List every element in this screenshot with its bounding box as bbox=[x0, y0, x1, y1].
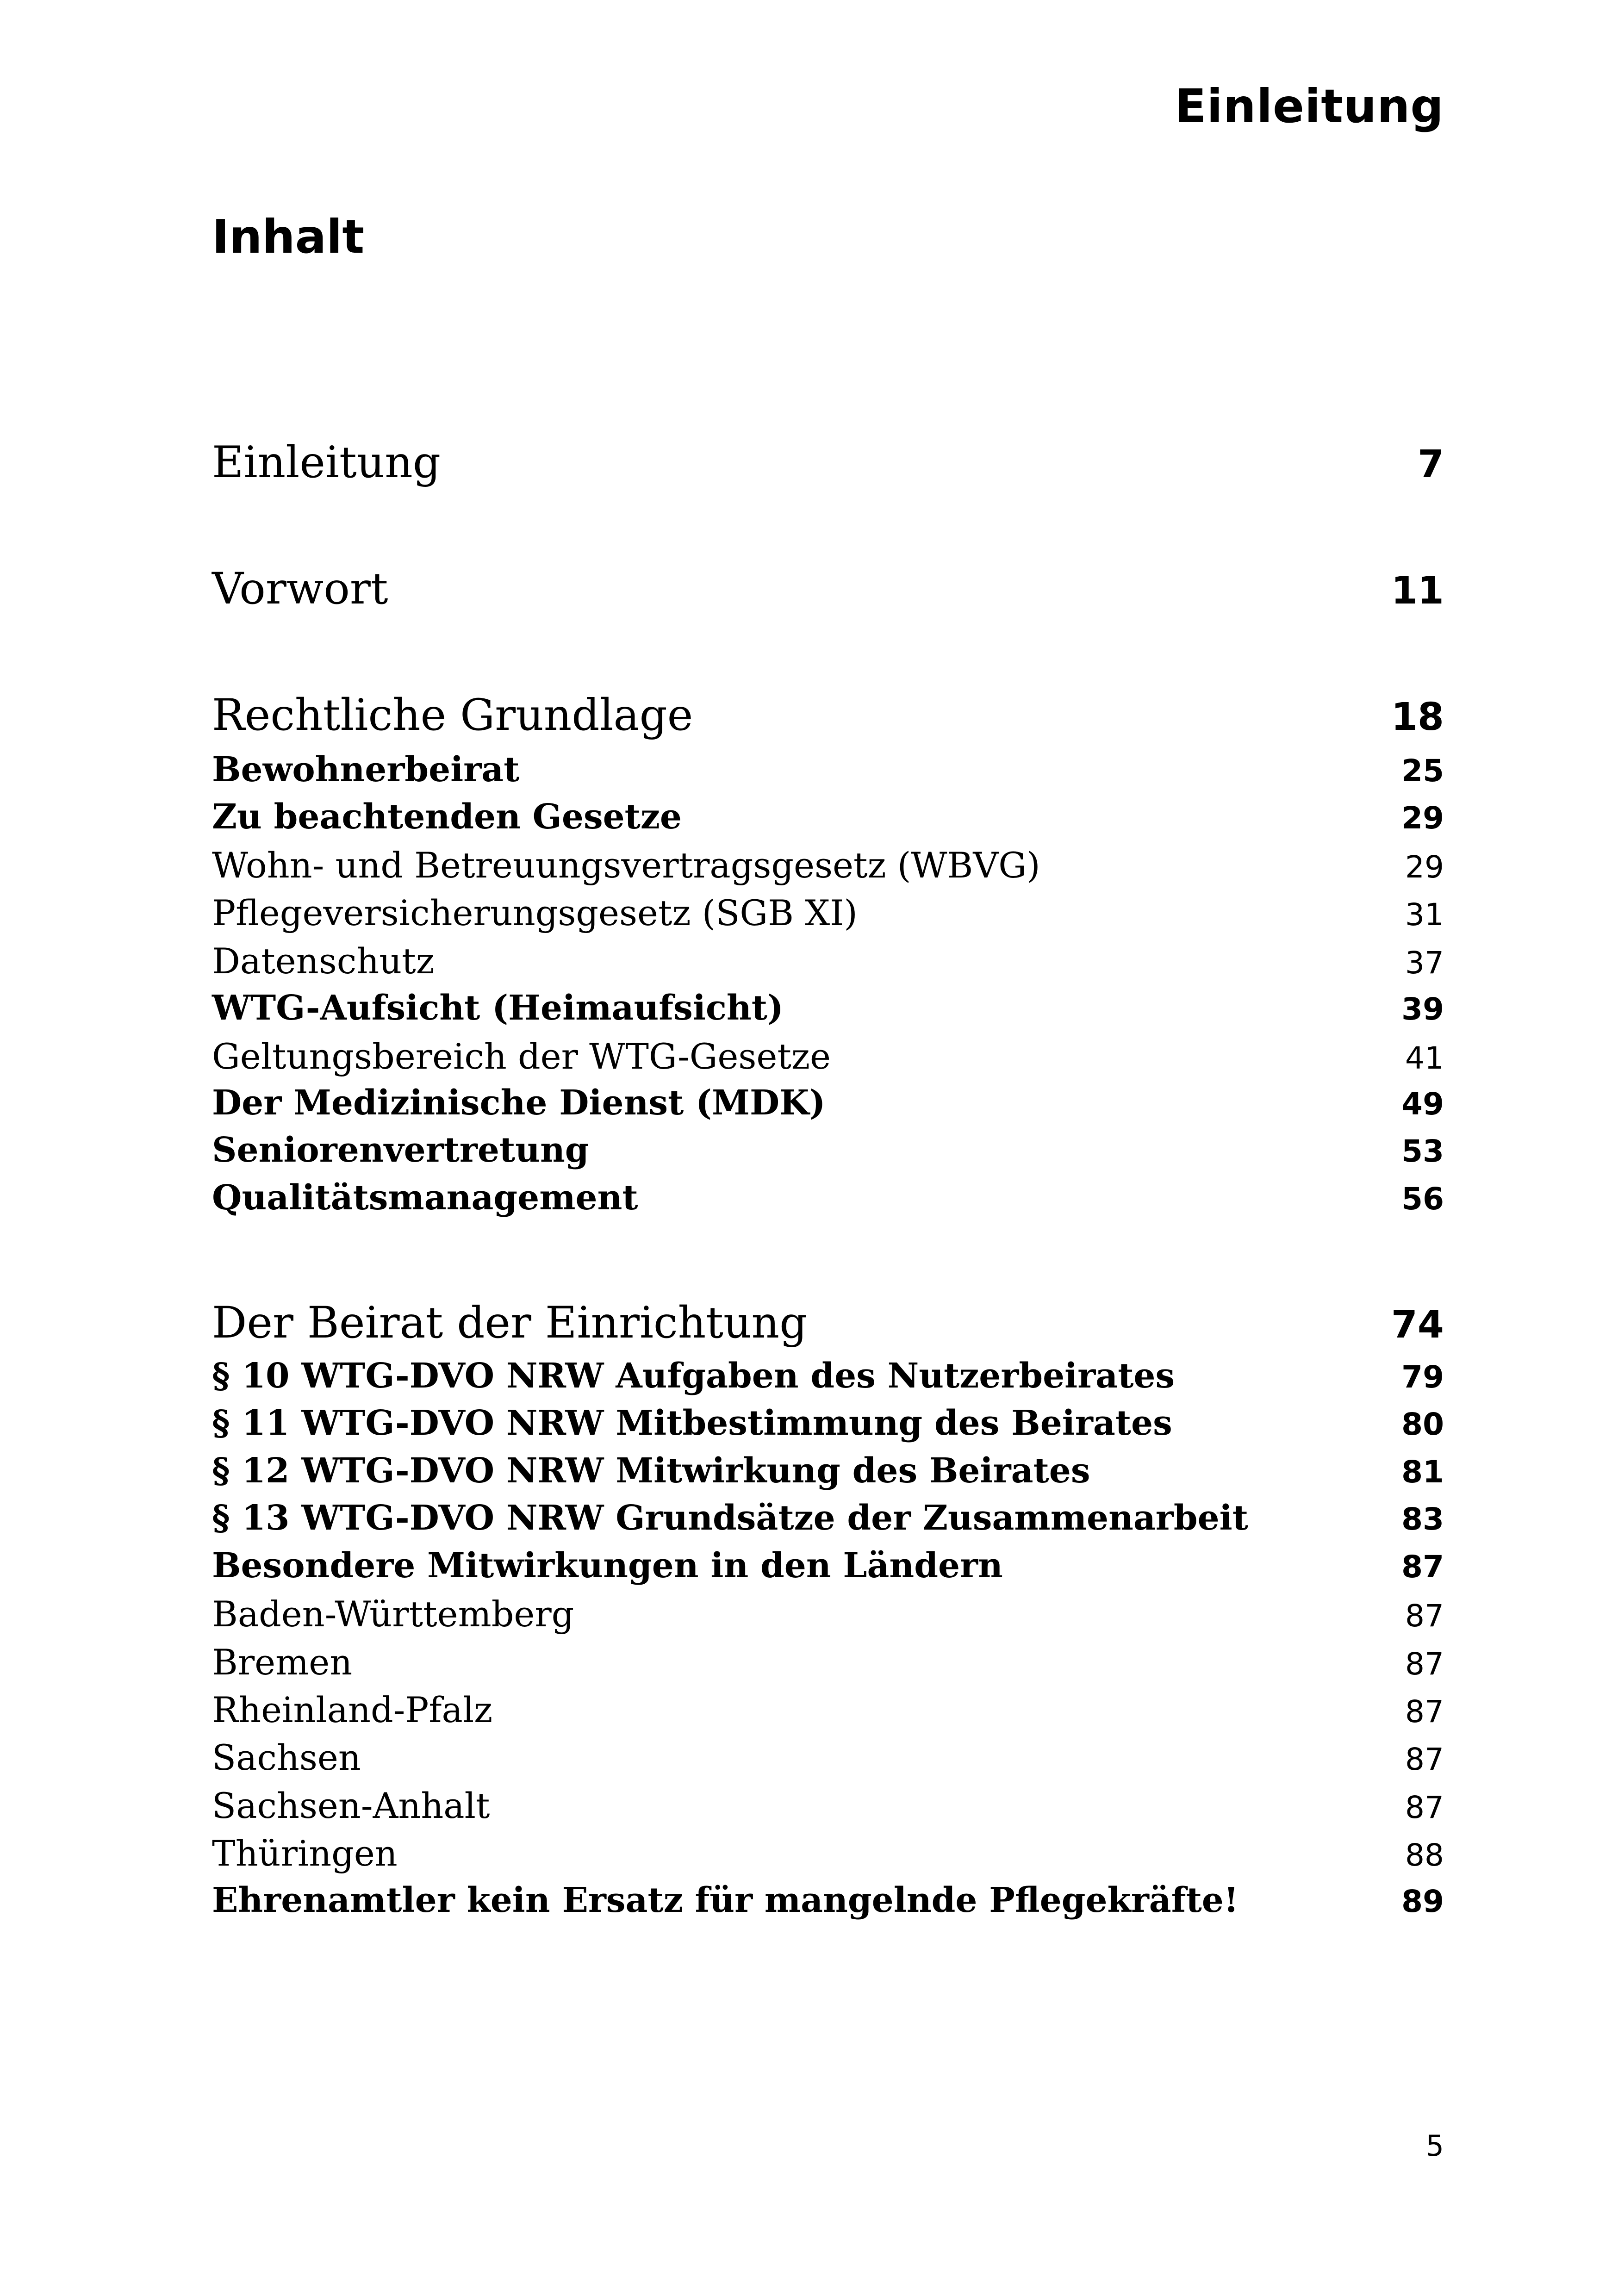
toc-entry bbox=[212, 1356, 1444, 1396]
toc-entry-title: § 10 WTG-DVO NRW Aufgaben des Nutzerbeirates bbox=[212, 1356, 1175, 1396]
toc-entry-page: 18 bbox=[1391, 695, 1444, 739]
toc-entry-page: 49 bbox=[1401, 1086, 1444, 1122]
toc-entry-page: 29 bbox=[1401, 800, 1444, 836]
toc-entry-page: 11 bbox=[1391, 569, 1444, 613]
toc-entry bbox=[212, 1036, 1444, 1077]
toc-entry-title: Der Beirat der Einrichtung bbox=[212, 1298, 808, 1348]
toc-entry-title: Rechtliche Grundlage bbox=[212, 690, 693, 740]
toc-entry bbox=[212, 1689, 1444, 1730]
toc-entry-page: 53 bbox=[1401, 1133, 1444, 1169]
toc-entry-page: 89 bbox=[1401, 1884, 1444, 1919]
toc-entry-title: Ehrenamtler kein Ersatz für mangelnde Pflegekräfte! bbox=[212, 1880, 1239, 1920]
toc-entry-page: 41 bbox=[1405, 1040, 1444, 1076]
toc-entry-page: 74 bbox=[1391, 1303, 1444, 1347]
toc-entry bbox=[212, 1498, 1444, 1538]
toc-entry-title: Seniorenvertretung bbox=[212, 1130, 589, 1170]
toc-entry-page: 7 bbox=[1417, 442, 1444, 486]
toc-entry-title: Vorwort bbox=[212, 564, 388, 614]
toc-entry-page: 37 bbox=[1405, 945, 1444, 981]
toc-entry bbox=[212, 564, 1444, 614]
toc-entry-title: Sachsen bbox=[212, 1737, 361, 1778]
toc-entry bbox=[212, 988, 1444, 1028]
toc-entry-page: 80 bbox=[1401, 1406, 1444, 1442]
toc-entry-title: Bewohnerbeirat bbox=[212, 750, 520, 790]
toc-entry-title: Geltungsbereich der WTG-Gesetze bbox=[212, 1036, 831, 1077]
toc-entry bbox=[212, 1083, 1444, 1123]
toc-entry bbox=[212, 1785, 1444, 1826]
toc-entry bbox=[212, 797, 1444, 837]
toc-entry-title: Baden-Württemberg bbox=[212, 1593, 574, 1635]
toc-entry-title: § 12 WTG-DVO NRW Mitwirkung des Beirates bbox=[212, 1451, 1090, 1491]
toc-entry bbox=[212, 1298, 1444, 1348]
running-header: Einleitung bbox=[1175, 79, 1444, 133]
toc-entry-page: 87 bbox=[1405, 1646, 1444, 1682]
toc-entry bbox=[212, 1737, 1444, 1778]
toc-entry-page: 87 bbox=[1405, 1598, 1444, 1634]
toc-entry bbox=[212, 1593, 1444, 1635]
toc-entry bbox=[212, 845, 1444, 886]
toc-entry-page: 87 bbox=[1405, 1694, 1444, 1730]
toc-entry-title: Qualitätsmanagement bbox=[212, 1178, 638, 1218]
toc-entry bbox=[212, 1130, 1444, 1170]
toc-entry-title: Zu beachtenden Gesetze bbox=[212, 797, 682, 837]
toc-entry bbox=[212, 1880, 1444, 1920]
toc-entry bbox=[212, 690, 1444, 740]
toc-entry-page: 87 bbox=[1401, 1549, 1444, 1585]
toc-entry-page: 29 bbox=[1405, 849, 1444, 885]
toc-entry-title: Wohn- und Betreuungsvertragsgesetz (WBVG) bbox=[212, 845, 1040, 886]
toc-entry bbox=[212, 1178, 1444, 1218]
toc-entry-page: 56 bbox=[1401, 1181, 1444, 1217]
toc-entry-page: 31 bbox=[1405, 897, 1444, 933]
toc-entry-page: 83 bbox=[1401, 1501, 1444, 1537]
toc-entry bbox=[212, 1642, 1444, 1683]
toc-heading: Inhalt bbox=[212, 210, 365, 264]
toc-entry bbox=[212, 1403, 1444, 1443]
toc-entry-title: Sachsen-Anhalt bbox=[212, 1785, 490, 1826]
toc-entry-title: Besondere Mitwirkungen in den Ländern bbox=[212, 1546, 1003, 1586]
toc-entry bbox=[212, 892, 1444, 933]
toc-entry-page: 81 bbox=[1401, 1454, 1444, 1490]
toc-entry-title: WTG-Aufsicht (Heimaufsicht) bbox=[212, 988, 784, 1028]
toc-entry-title: § 11 WTG-DVO NRW Mitbestimmung des Beirates bbox=[212, 1403, 1172, 1443]
toc-entry bbox=[212, 1833, 1444, 1874]
toc-entry bbox=[212, 940, 1444, 982]
toc-entry-page: 25 bbox=[1401, 753, 1444, 789]
toc-entry-title: Rheinland-Pfalz bbox=[212, 1689, 493, 1730]
toc-entry-page: 87 bbox=[1405, 1742, 1444, 1777]
toc-entry bbox=[212, 750, 1444, 790]
toc-entry-title: Der Medizinische Dienst (MDK) bbox=[212, 1083, 826, 1123]
page-number: 5 bbox=[1425, 2129, 1444, 2163]
toc-entry-title: Einleitung bbox=[212, 437, 441, 488]
toc-entry-title: Bremen bbox=[212, 1642, 353, 1683]
toc-entry bbox=[212, 1451, 1444, 1491]
toc-entry-page: 39 bbox=[1401, 991, 1444, 1027]
toc-entry-page: 79 bbox=[1401, 1359, 1444, 1395]
toc-entry-title: Datenschutz bbox=[212, 940, 435, 982]
toc-entry-title: § 13 WTG-DVO NRW Grundsätze der Zusammenarbeit bbox=[212, 1498, 1248, 1538]
toc-entry-title: Thüringen bbox=[212, 1833, 398, 1874]
toc-entry-title: Pflegeversicherungsgesetz (SGB XI) bbox=[212, 892, 858, 933]
toc-entry bbox=[212, 1546, 1444, 1586]
toc-entry bbox=[212, 437, 1444, 488]
toc-entry-page: 88 bbox=[1405, 1837, 1444, 1873]
toc-entry-page: 87 bbox=[1405, 1790, 1444, 1825]
